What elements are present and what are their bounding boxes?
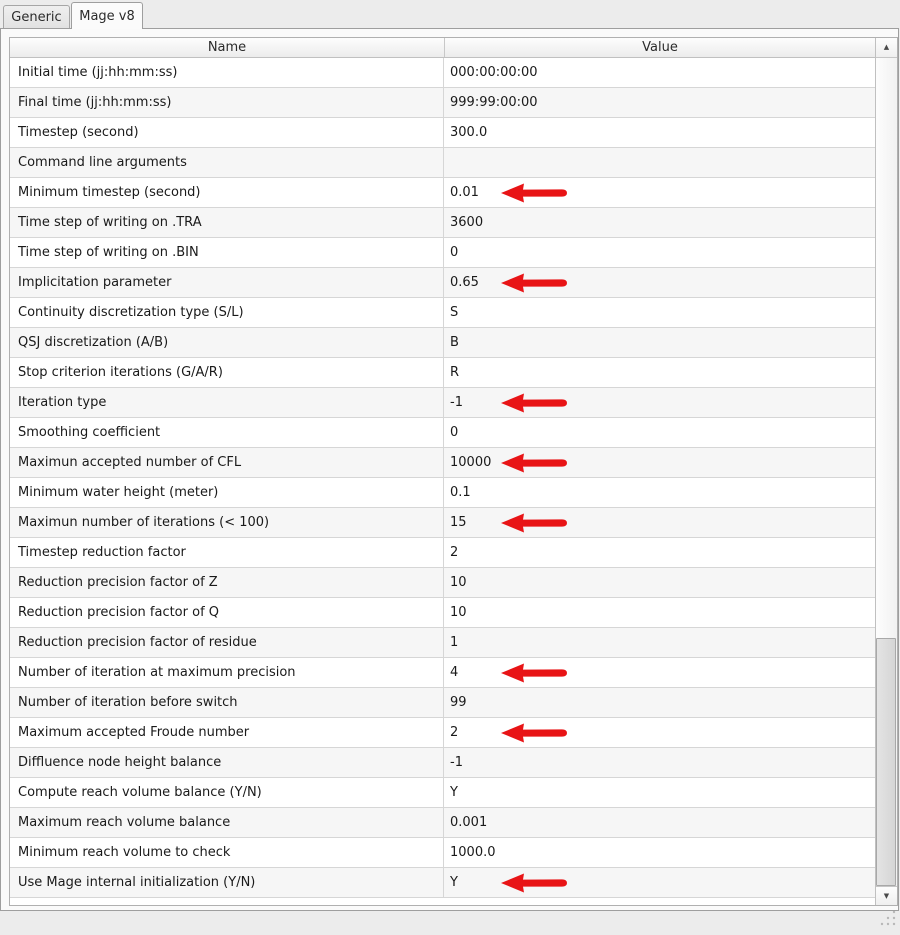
tab-mage-v8[interactable] — [71, 2, 143, 29]
param-value-cell[interactable] — [444, 658, 874, 687]
param-name-label: Stop criterion iterations (G/A/R) — [18, 365, 223, 380]
table-row — [10, 598, 875, 628]
param-name-cell[interactable] — [10, 868, 444, 897]
table-row — [10, 268, 875, 298]
param-value-cell[interactable] — [444, 838, 874, 867]
table-header — [10, 38, 875, 58]
param-name-label: Minimum water height (meter) — [18, 485, 219, 500]
param-name-label: Reduction precision factor of Q — [18, 605, 220, 620]
param-name-cell[interactable] — [10, 628, 444, 657]
scrollbar-thumb[interactable] — [876, 638, 896, 886]
red-arrow-icon — [500, 182, 568, 204]
table-row — [10, 628, 875, 658]
param-name-cell[interactable] — [10, 538, 444, 567]
param-value-cell[interactable] — [444, 298, 874, 327]
param-name-label: Timestep reduction factor — [18, 545, 186, 560]
param-value-cell[interactable] — [444, 598, 874, 627]
table-row — [10, 538, 875, 568]
param-name-label: Smoothing coefficient — [18, 425, 161, 440]
param-name-label: Maximum accepted Froude number — [18, 725, 250, 740]
param-value-label: 4 — [450, 665, 459, 680]
table-row — [10, 358, 875, 388]
table-row — [10, 118, 875, 148]
param-name-label: Number of iteration before switch — [18, 695, 238, 710]
param-value-label: R — [450, 365, 460, 380]
param-name-cell[interactable] — [10, 748, 444, 777]
tab-content-panel — [0, 28, 899, 911]
red-arrow-icon — [500, 722, 568, 744]
param-name-cell[interactable] — [10, 58, 444, 87]
status-bar — [0, 911, 900, 935]
param-name-label: Command line arguments — [18, 155, 187, 170]
param-name-label: Reduction precision factor of Z — [18, 575, 218, 590]
red-arrow-icon — [500, 392, 568, 414]
param-value-label: 300.0 — [450, 125, 488, 140]
param-name-cell[interactable] — [10, 268, 444, 297]
red-arrow-icon — [500, 452, 568, 474]
param-value-label: 0.65 — [450, 275, 479, 290]
param-name-cell[interactable] — [10, 568, 444, 597]
table-row — [10, 388, 875, 418]
param-value-cell[interactable] — [444, 118, 874, 147]
param-name-cell[interactable] — [10, 838, 444, 867]
param-name-cell[interactable] — [10, 508, 444, 537]
param-value-cell[interactable] — [444, 568, 874, 597]
param-name-cell[interactable] — [10, 178, 444, 207]
param-value-cell[interactable] — [444, 868, 874, 897]
param-name-label: Diffluence node height balance — [18, 755, 222, 770]
param-name-cell[interactable] — [10, 418, 444, 447]
table-row — [10, 328, 875, 358]
param-value-label: 99 — [450, 695, 467, 710]
param-value-cell[interactable] — [444, 208, 874, 237]
param-value-cell[interactable] — [444, 448, 874, 477]
param-name-cell[interactable] — [10, 358, 444, 387]
table-row — [10, 838, 875, 868]
param-name-label: Number of iteration at maximum precision — [18, 665, 296, 680]
param-name-label: QSJ discretization (A/B) — [18, 335, 169, 350]
param-value-label: -1 — [450, 395, 463, 410]
param-value-label: 0.001 — [450, 815, 488, 830]
tab-bar — [0, 0, 900, 28]
param-name-cell[interactable] — [10, 88, 444, 117]
param-name-label: Use Mage internal initialization (Y/N) — [18, 875, 256, 890]
param-value-cell[interactable] — [444, 808, 874, 837]
table-row — [10, 778, 875, 808]
param-name-cell[interactable] — [10, 598, 444, 627]
table-row — [10, 88, 875, 118]
param-name-label: Time step of writing on .BIN — [18, 245, 199, 260]
table-row — [10, 418, 875, 448]
param-name-cell[interactable] — [10, 658, 444, 687]
param-value-cell[interactable] — [444, 418, 874, 447]
param-value-label: 1000.0 — [450, 845, 496, 860]
scroll-down-button[interactable] — [876, 886, 897, 905]
table-row — [10, 688, 875, 718]
param-name-label: Reduction precision factor of residue — [18, 635, 257, 650]
param-name-cell[interactable] — [10, 448, 444, 477]
param-name-label: Minimum reach volume to check — [18, 845, 231, 860]
param-value-label: B — [450, 335, 459, 350]
table-row — [10, 208, 875, 238]
param-value-label: 2 — [450, 545, 459, 560]
table-row — [10, 508, 875, 538]
param-name-label: Minimum timestep (second) — [18, 185, 201, 200]
scroll-up-button[interactable] — [876, 38, 897, 58]
param-value-cell[interactable] — [444, 628, 874, 657]
table-row — [10, 448, 875, 478]
param-value-label: 10 — [450, 605, 467, 620]
param-value-cell[interactable] — [444, 358, 874, 387]
param-value-cell[interactable] — [444, 748, 874, 777]
param-name-label: Final time (jj:hh:mm:ss) — [18, 95, 172, 110]
scroll-up-icon: ▲ — [883, 43, 890, 51]
param-name-label: Initial time (jj:hh:mm:ss) — [18, 65, 178, 80]
param-name-cell[interactable] — [10, 778, 444, 807]
param-value-cell[interactable] — [444, 478, 874, 507]
param-name-label: Continuity discretization type (S/L) — [18, 305, 244, 320]
param-value-label: 000:00:00:00 — [450, 65, 538, 80]
param-value-label: 10 — [450, 575, 467, 590]
param-name-label: Maximum reach volume balance — [18, 815, 231, 830]
table-row — [10, 808, 875, 838]
param-value-cell[interactable] — [444, 508, 874, 537]
table-row — [10, 718, 875, 748]
param-value-cell[interactable] — [444, 268, 874, 297]
param-name-label: Compute reach volume balance (Y/N) — [18, 785, 262, 800]
red-arrow-icon — [500, 272, 568, 294]
param-value-cell[interactable] — [444, 538, 874, 567]
scrollbar-track[interactable] — [876, 58, 897, 886]
column-header-name[interactable]: Name — [10, 38, 445, 57]
param-value-cell[interactable] — [444, 148, 874, 177]
param-value-label: 0.01 — [450, 185, 479, 200]
tab-generic-label: Generic — [11, 10, 62, 25]
param-value-label: 3600 — [450, 215, 484, 230]
parameters-table — [9, 37, 898, 906]
param-value-label: 999:99:00:00 — [450, 95, 538, 110]
tab-mage-v8-label: Mage v8 — [79, 8, 135, 24]
param-value-cell[interactable] — [444, 778, 874, 807]
param-name-cell[interactable] — [10, 298, 444, 327]
param-name-label: Implicitation parameter — [18, 275, 172, 290]
table-row — [10, 178, 875, 208]
param-value-cell[interactable] — [444, 178, 874, 207]
column-header-value[interactable]: Value — [642, 40, 678, 55]
param-name-label: Maximun number of iterations (< 100) — [18, 515, 270, 530]
param-name-cell[interactable] — [10, 328, 444, 357]
param-name-cell[interactable] — [10, 718, 444, 747]
table-row — [10, 868, 875, 898]
table-row — [10, 148, 875, 178]
param-value-label: 0.1 — [450, 485, 471, 500]
red-arrow-icon — [500, 512, 568, 534]
param-name-cell[interactable] — [10, 388, 444, 417]
param-name-label: Iteration type — [18, 395, 107, 410]
param-value-label: 1 — [450, 635, 459, 650]
param-name-label: Timestep (second) — [18, 125, 139, 140]
param-value-label: 0 — [450, 425, 459, 440]
param-name-label: Time step of writing on .TRA — [18, 215, 202, 230]
param-value-cell[interactable] — [444, 388, 874, 417]
param-name-cell[interactable] — [10, 118, 444, 147]
table-row — [10, 568, 875, 598]
param-value-cell[interactable] — [444, 328, 874, 357]
param-name-cell[interactable] — [10, 238, 444, 267]
param-value-label: Y — [450, 875, 458, 890]
param-value-cell[interactable] — [444, 88, 874, 117]
table-row — [10, 58, 875, 88]
param-value-label: 15 — [450, 515, 467, 530]
param-name-cell[interactable] — [10, 688, 444, 717]
param-value-cell[interactable] — [444, 718, 874, 747]
param-value-label: 2 — [450, 725, 459, 740]
red-arrow-icon — [500, 662, 568, 684]
param-value-label: 0 — [450, 245, 459, 260]
table-row — [10, 298, 875, 328]
table-row — [10, 478, 875, 508]
param-value-label: -1 — [450, 755, 463, 770]
param-value-label: S — [450, 305, 459, 320]
param-value-cell[interactable] — [444, 688, 874, 717]
table-columns-area — [10, 38, 875, 905]
param-name-cell[interactable] — [10, 808, 444, 837]
table-row — [10, 658, 875, 688]
param-value-label: 10000 — [450, 455, 492, 470]
param-value-label: Y — [450, 785, 458, 800]
table-row — [10, 238, 875, 268]
param-name-cell[interactable] — [10, 478, 444, 507]
param-name-cell[interactable] — [10, 148, 444, 177]
table-body — [10, 58, 875, 905]
table-row — [10, 748, 875, 778]
param-name-cell[interactable] — [10, 208, 444, 237]
param-value-cell[interactable] — [444, 58, 874, 87]
param-value-cell[interactable] — [444, 238, 874, 267]
scroll-down-icon: ▼ — [883, 891, 890, 900]
red-arrow-icon — [500, 872, 568, 894]
tab-generic[interactable] — [3, 5, 70, 29]
vertical-scrollbar[interactable] — [875, 38, 897, 905]
param-name-label: Maximun accepted number of CFL — [18, 455, 242, 470]
